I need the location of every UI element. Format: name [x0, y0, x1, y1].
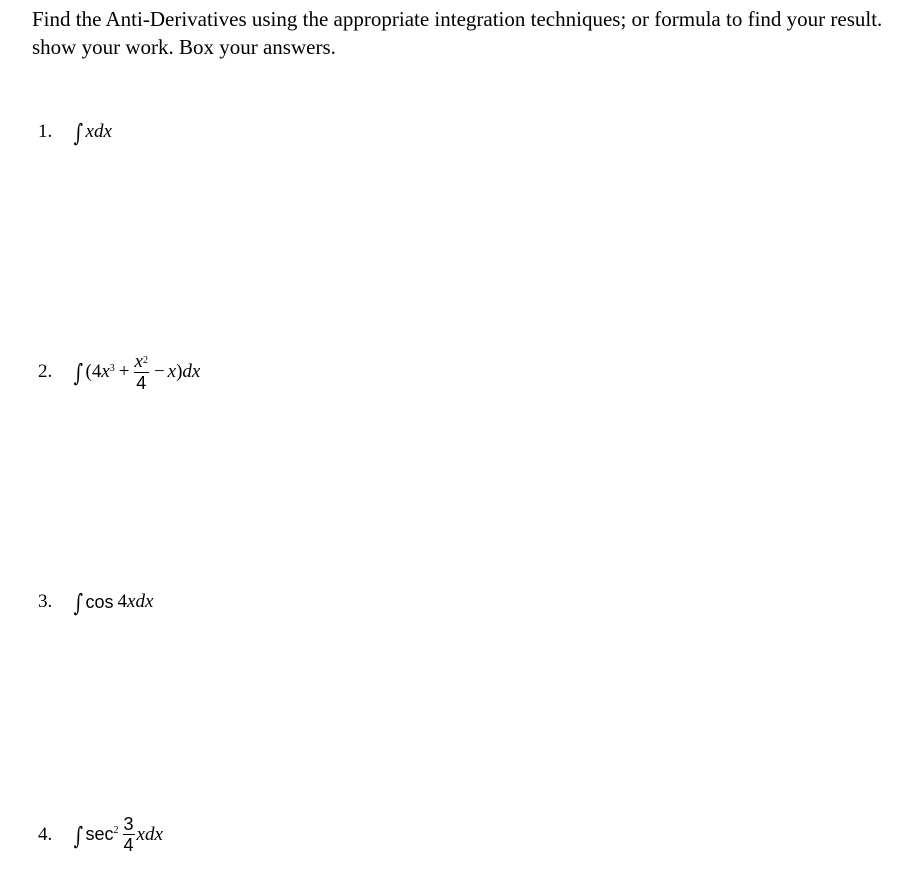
problem-3 [38, 588, 153, 616]
problem-number: 2. [38, 361, 53, 382]
integral-expression [72, 815, 163, 854]
plus-sign: + [118, 361, 130, 382]
exponent: 2 [113, 825, 119, 836]
fraction-denominator: 4 [123, 835, 134, 855]
problem-2 [38, 352, 200, 392]
fraction [134, 352, 149, 392]
open-paren-coef: (4 [85, 361, 102, 382]
fraction-denominator: 4 [136, 373, 147, 393]
problem-1 [38, 118, 112, 146]
problem-number: 4. [38, 823, 53, 845]
fraction-numerator: $x^2$ [134, 351, 148, 372]
minus-sign: − [153, 361, 165, 382]
problem-number: 1. [38, 121, 53, 142]
function-name: sec [85, 824, 114, 844]
integral-sign: ∫ [73, 119, 83, 147]
integral-sign: ∫ [73, 821, 83, 850]
exponent: 3 [109, 362, 115, 374]
integral-sign: ∫ [73, 359, 83, 387]
problem-4 [38, 815, 163, 854]
integral-expression [72, 118, 112, 146]
function-name: cos [85, 591, 114, 612]
fraction-numerator: 3 [123, 814, 134, 834]
fraction [123, 815, 135, 854]
integrand: xdx [127, 591, 154, 612]
variable: x [167, 361, 177, 382]
integral-sign: ∫ [73, 589, 83, 617]
coefficient: 4 [117, 591, 128, 612]
integral-expression [72, 352, 200, 392]
instructions-text: Find the Anti-Derivatives using the appropriate integration techniques; or formula to find your result. show your work. Box your answers. [32, 7, 883, 59]
variable: x [101, 361, 110, 382]
integrand: xdx [85, 121, 112, 142]
problem-number: 3. [38, 591, 53, 612]
integral-expression [72, 588, 153, 616]
integrand: xdx [136, 823, 163, 845]
differential: dx [182, 361, 201, 382]
close-paren: ) [176, 361, 183, 382]
